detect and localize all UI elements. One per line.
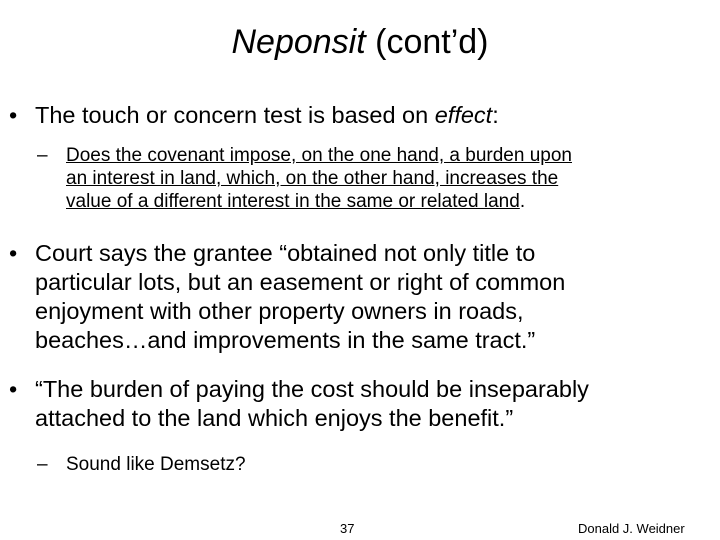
bullet-burden-quote bbox=[9, 375, 705, 433]
sub-bullet-demsetz bbox=[37, 453, 666, 476]
bullet-touch-or-concern bbox=[9, 101, 695, 130]
slide-title bbox=[0, 22, 720, 62]
sub-bullet-marker: – bbox=[37, 145, 48, 166]
sub-bullet-line bbox=[66, 190, 711, 213]
bullet-marker: • bbox=[9, 240, 18, 266]
bullet-tail-text: : bbox=[492, 102, 499, 128]
slide-title-italic: Neponsit bbox=[231, 23, 366, 61]
bullet-line: attached to the land which enjoys the benefit.” bbox=[35, 405, 514, 431]
slide-title-rest: (cont’d) bbox=[365, 23, 489, 61]
sub-bullet-tail: . bbox=[519, 191, 526, 212]
bullet-line: “The burden of paying the cost should be inseparably bbox=[35, 376, 589, 402]
bullet-emphasis: effect bbox=[434, 102, 493, 128]
sub-bullet-line: Sound like Demsetz? bbox=[66, 454, 246, 475]
sub-bullet-line: Does the covenant impose, on the one hand, a burden upon bbox=[66, 145, 572, 166]
sub-bullet-line: an interest in land, which, on the other hand, increases the bbox=[66, 168, 559, 189]
bullet-marker: • bbox=[9, 102, 18, 128]
sub-bullet-covenant-question bbox=[37, 144, 711, 213]
bullet-line: particular lots, but an easement or right of common bbox=[35, 269, 566, 295]
bullet-line: enjoyment with other property owners in roads, bbox=[35, 298, 524, 324]
bullet-text bbox=[35, 101, 695, 130]
bullet-lead-text: The touch or concern test is based on bbox=[35, 102, 435, 128]
sub-bullet-marker: – bbox=[37, 454, 48, 475]
bullet-line: Court says the grantee “obtained not only title to bbox=[35, 240, 536, 266]
bullet-court-says bbox=[9, 239, 695, 355]
footer-author: Donald J. Weidner bbox=[578, 521, 685, 536]
sub-bullet-line-text: value of a different interest in the same or related land bbox=[66, 191, 520, 212]
bullet-marker: • bbox=[9, 376, 18, 402]
bullet-line: beaches…and improvements in the same tract.” bbox=[35, 327, 536, 353]
page-number: 37 bbox=[340, 521, 355, 536]
